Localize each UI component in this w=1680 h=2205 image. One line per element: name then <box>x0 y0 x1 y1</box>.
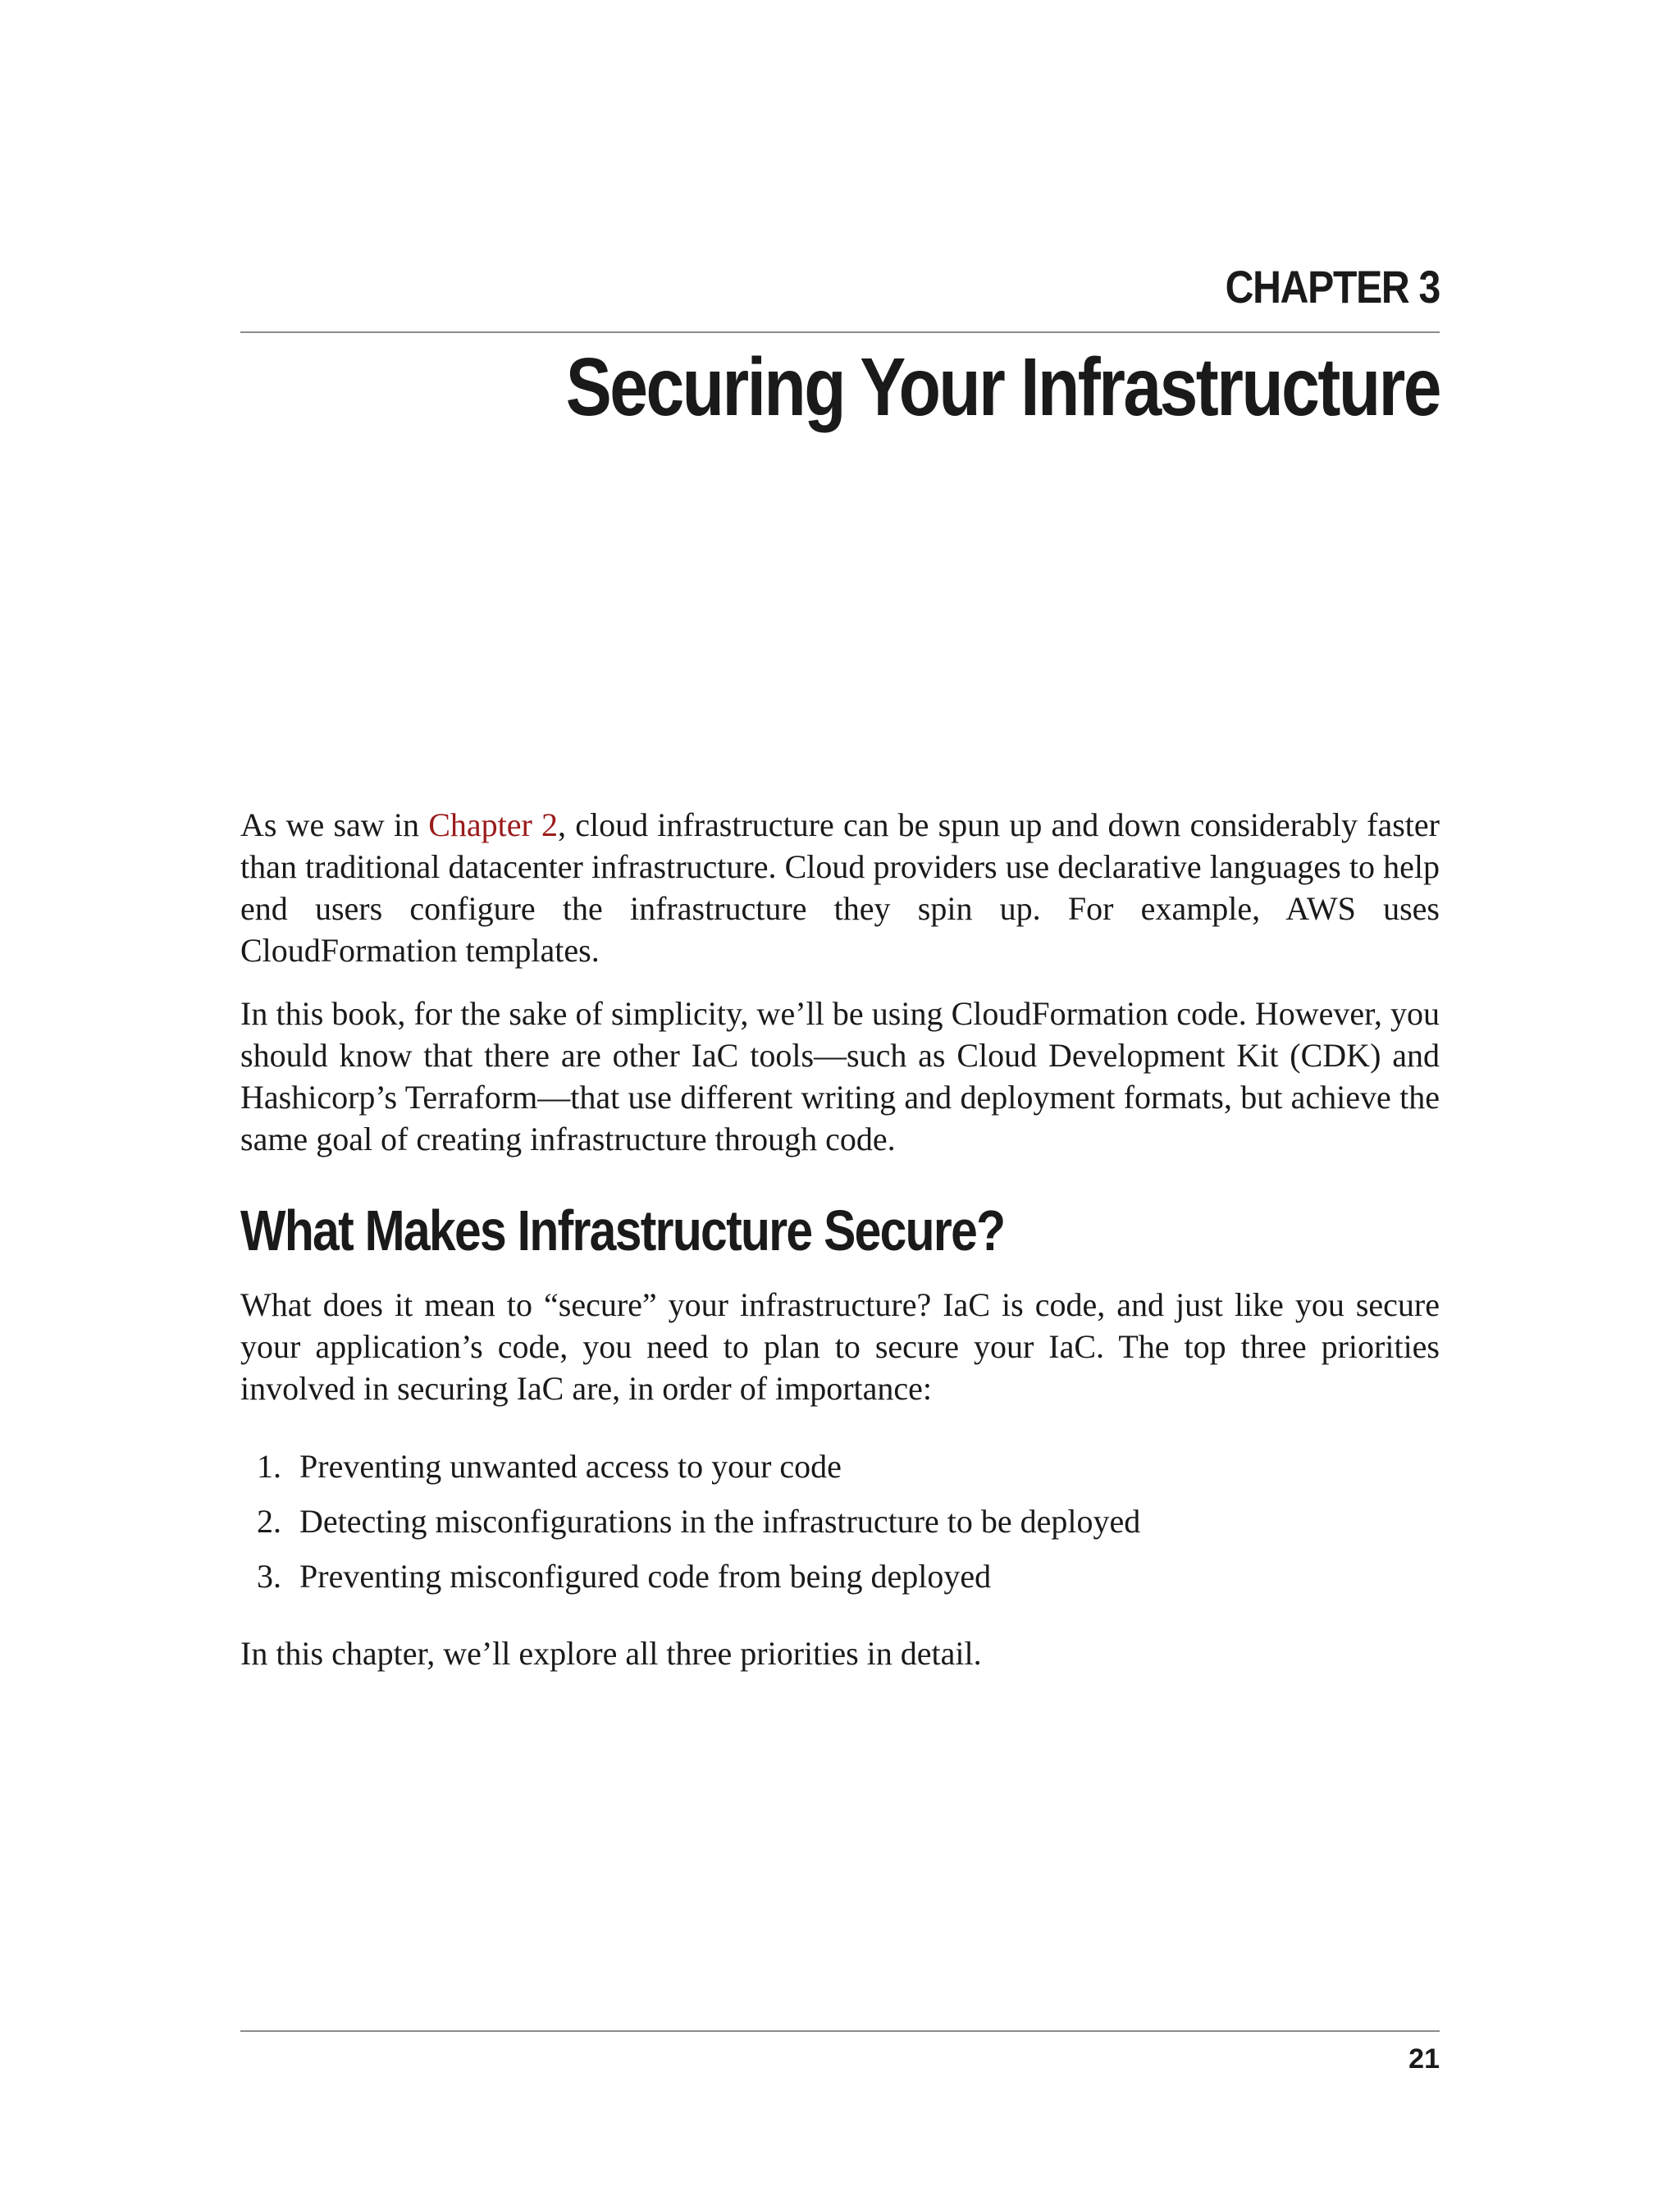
footer-rule <box>240 2030 1440 2032</box>
list-item-number: 3. <box>257 1558 281 1595</box>
intro-text-before-link: As we saw in <box>240 806 429 843</box>
list-item <box>240 1555 1440 1597</box>
chapter-header-rule <box>240 331 1440 333</box>
list-item-text: Preventing misconfigured code from being deployed <box>299 1558 992 1595</box>
section-paragraph-1: What does it mean to “secure” your infrastructure? IaC is code, and just like you secure your application’s code, you need to plan to secure your IaC. The top three priorities involved in securing IaC are, in order of importance: <box>240 1286 1440 1407</box>
intro-paragraph-2: In this book, for the sake of simplicity, we’ll be using CloudFormation code. However, you should know that there are other IaC tools—such as Cloud Development Kit (CDK) and Hashicorp’s Terraform—that use different writing and deployment formats, but achieve the same goal of creating infrastructure through code. <box>240 995 1440 1157</box>
chapter-2-link[interactable]: Chapter 2 <box>428 806 559 843</box>
section-heading: What Makes Infrastructure Secure? <box>240 1198 1005 1262</box>
chapter-label: CHAPTER 3 <box>1225 261 1440 313</box>
intro-paragraph-1 <box>240 804 1440 971</box>
chapter-title: Securing Your Infrastructure <box>565 341 1440 433</box>
page-number: 21 <box>1408 2043 1440 2075</box>
list-item-text: Preventing unwanted access to your code <box>299 1448 842 1485</box>
list-item <box>240 1445 1440 1487</box>
section-paragraph-2: In this chapter, we’ll explore all three priorities in detail. <box>240 1635 982 1672</box>
priority-list <box>240 1445 1440 1610</box>
list-item-text: Detecting misconfigurations in the infrastructure to be deployed <box>299 1503 1141 1540</box>
list-item-number: 2. <box>257 1503 281 1540</box>
list-item <box>240 1500 1440 1542</box>
intro-text-after-link: , cloud infrastructure can be spun up and down considerably faster than traditional datacenter infrastructure. Cloud providers use declarative languages to help end users configure the infrastructure they spin up. For example, AWS uses CloudFormation templates. <box>240 806 1440 969</box>
list-item-number: 1. <box>257 1448 281 1485</box>
